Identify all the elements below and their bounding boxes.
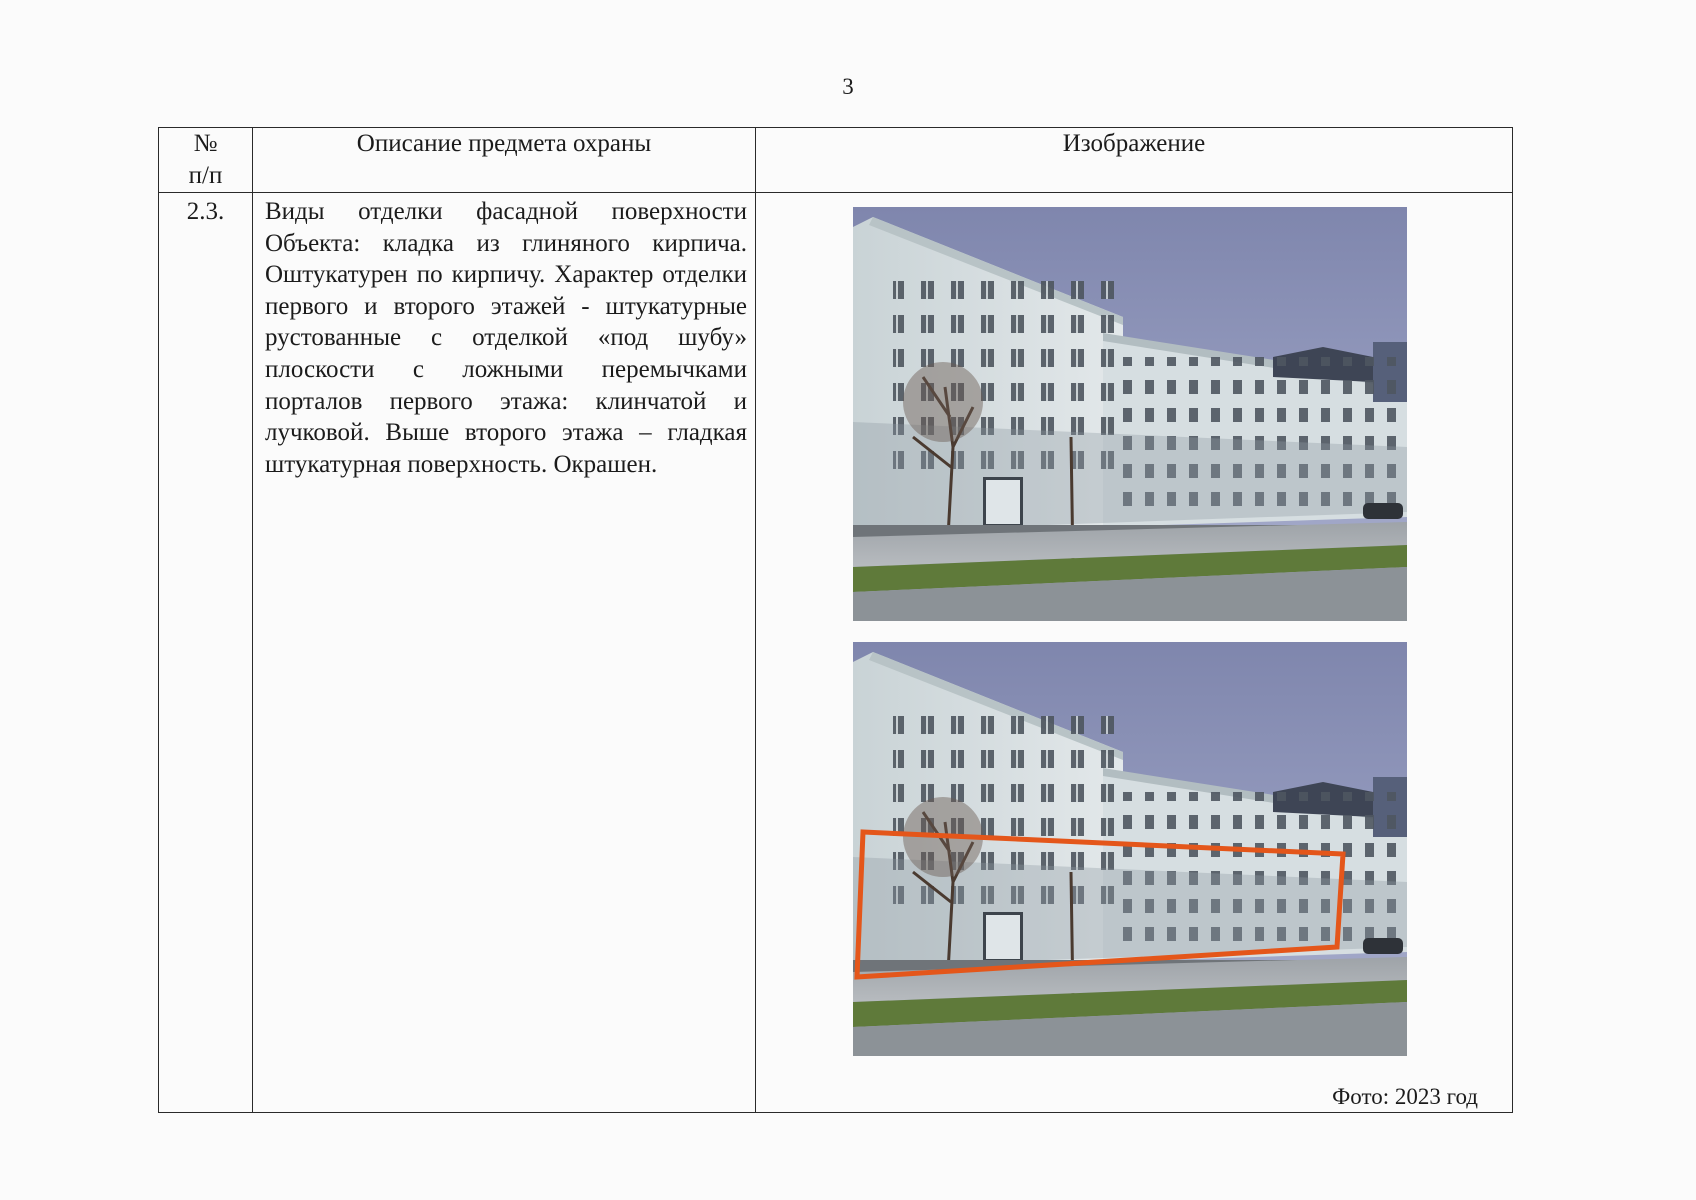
row-description: Виды отделки фасадной поверхности Объекта: кладка из глиняного кирпича. Оштукатурен по кирпичу. Характер отделки первого и второго этажей - штукатурные рустованные с отделкой «под шубу» плоскости с ложными перемычками порталов первого этажа: клинчатой и лучковой. Выше второго этажа – гладкая штукатурная поверхность. Окрашен. bbox=[253, 193, 756, 1113]
protection-table bbox=[158, 127, 1513, 1113]
facade-photo bbox=[853, 207, 1407, 621]
row-image-cell bbox=[756, 193, 1513, 1113]
header-image: Изображение bbox=[756, 128, 1513, 193]
header-number-abbr: п/п bbox=[188, 162, 223, 189]
header-number bbox=[159, 128, 253, 193]
row-number: 2.3. bbox=[159, 193, 253, 1113]
table-header-row bbox=[159, 128, 1513, 193]
facade-photo-highlighted bbox=[853, 642, 1407, 1056]
photo-caption: Фото: 2023 год bbox=[1332, 1084, 1478, 1109]
page-number: 3 bbox=[842, 74, 854, 99]
header-description: Описание предмета охраны bbox=[253, 128, 756, 193]
header-number-symbol: № bbox=[193, 130, 218, 157]
table-row bbox=[159, 193, 1513, 1113]
